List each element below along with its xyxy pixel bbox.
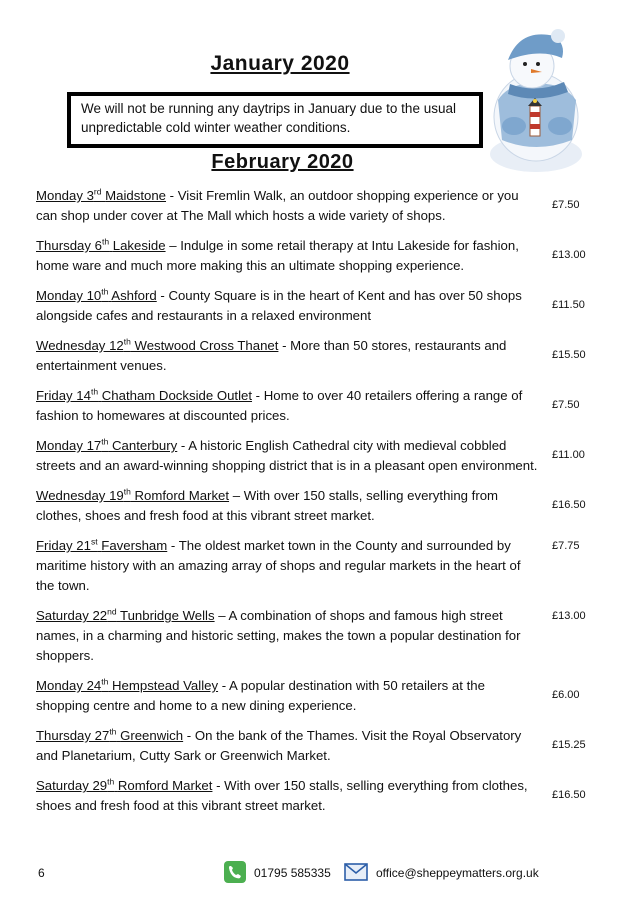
trip-price: £6.00	[552, 689, 580, 701]
trip-text	[36, 236, 538, 276]
trip-destination: Hempstead Valley	[112, 678, 219, 693]
trip-destination: Romford Market	[134, 488, 230, 503]
trip-day-ordinal: th	[107, 776, 115, 787]
trip-price: £7.50	[552, 199, 580, 211]
trip-day: Thursday 6	[36, 238, 102, 253]
trip-heading	[36, 338, 278, 353]
trip-description: - The oldest market town in the County and surrounded by maritime history with an amazing array of shops and regular markets in the heart of the town.	[36, 538, 521, 593]
phone-number: 01795 585335	[254, 866, 331, 880]
trip-price: £16.50	[552, 499, 586, 511]
trip-description: - A historic English Cathedral city with medieval cobbled streets and an award-winning shopping district that is in a pleasant open environment.	[36, 438, 538, 473]
trip-price: £15.50	[552, 349, 586, 361]
trip-day-ordinal: nd	[107, 606, 117, 617]
trip-price: £7.75	[552, 540, 580, 552]
trip-price: £11.00	[552, 449, 585, 461]
trip-description: – With over 150 stalls, selling everything from clothes, shoes and fresh food at this vibrant street market.	[36, 488, 499, 523]
trip-text	[36, 386, 538, 426]
trip-item	[36, 436, 596, 476]
trip-destination: Tunbridge Wells	[120, 608, 215, 623]
trip-item	[36, 286, 596, 326]
trip-description: - More than 50 stores, restaurants and entertainment venues.	[36, 338, 507, 373]
trip-item	[36, 186, 596, 226]
trip-price: £13.00	[552, 610, 586, 622]
trip-description: - On the bank of the Thames. Visit the Royal Observatory and Planetarium, Cutty Sark or Greenwich Market.	[36, 728, 522, 763]
trip-heading	[36, 438, 177, 453]
footer	[0, 860, 644, 888]
trip-price: £7.50	[552, 399, 580, 411]
trip-destination: Faversham	[101, 538, 168, 553]
trip-text	[36, 536, 538, 596]
trip-heading	[36, 538, 167, 553]
trip-price: £16.50	[552, 789, 586, 801]
trip-description: - Visit Fremlin Walk, an outdoor shopping experience or you can shop under cover at The Mall which hosts a wide variety of shops.	[36, 188, 519, 223]
trip-day-ordinal: th	[123, 336, 131, 347]
trip-destination: Chatham Dockside Outlet	[101, 388, 253, 403]
trip-list	[36, 186, 596, 826]
trip-heading	[36, 388, 252, 403]
trip-day: Friday 21	[36, 538, 91, 553]
trip-item	[36, 336, 596, 376]
trip-text	[36, 726, 538, 766]
trip-day-ordinal: th	[109, 726, 117, 737]
trip-day: Wednesday 12	[36, 338, 124, 353]
trip-item	[36, 236, 596, 276]
trip-day: Saturday 22	[36, 608, 108, 623]
trip-destination: Greenwich	[120, 728, 184, 743]
trip-description: - A popular destination with 50 retailers at the shopping centre and home to a new dining experience.	[36, 678, 485, 713]
trip-text	[36, 186, 538, 226]
trip-description: - With over 150 stalls, selling everything from clothes, shoes and fresh food at this vibrant street market.	[36, 778, 528, 813]
trip-day-ordinal: th	[101, 236, 110, 247]
trip-day-ordinal: th	[90, 386, 99, 397]
trip-destination: Ashford	[111, 288, 157, 303]
trip-price: £15.25	[552, 739, 586, 751]
trip-heading	[36, 728, 183, 743]
trip-destination: Canterbury	[112, 438, 178, 453]
trip-text	[36, 436, 538, 476]
trip-item	[36, 386, 596, 426]
page-number: 6	[38, 866, 45, 880]
trip-price: £11.50	[552, 299, 585, 311]
trip-item	[36, 676, 596, 716]
trip-text	[36, 486, 538, 526]
phone-icon	[224, 861, 246, 883]
trip-day: Saturday 29	[36, 778, 108, 793]
trip-description: – A combination of shops and famous high street names, in a charming and historic setting, makes the town a popular destination for shoppers.	[36, 608, 521, 663]
january-notice-box: We will not be running any daytrips in January due to the usual unpredictable cold winter weather conditions.	[67, 92, 483, 148]
trip-description: – Indulge in some retail therapy at Intu Lakeside for fashion, home ware and much more making this an ultimate shopping experience.	[36, 238, 519, 273]
trip-description: - Home to over 40 retailers offering a range of fashion to homewares at discounted prices.	[36, 388, 523, 423]
trip-text	[36, 336, 538, 376]
trip-heading	[36, 188, 166, 203]
trip-day: Wednesday 19	[36, 488, 124, 503]
trip-day-ordinal: th	[123, 486, 131, 497]
trip-day-ordinal: rd	[93, 186, 102, 197]
trip-day-ordinal: th	[101, 436, 109, 447]
trip-day: Monday 3	[36, 188, 94, 203]
trip-destination: Maidstone	[105, 188, 167, 203]
trip-heading	[36, 488, 229, 503]
trip-item	[36, 536, 596, 596]
trip-destination: Lakeside	[112, 238, 166, 253]
page-title-january: January 2020	[210, 52, 350, 75]
trip-text	[36, 606, 538, 666]
trip-day: Monday 17	[36, 438, 102, 453]
trip-text	[36, 286, 538, 326]
trip-heading	[36, 778, 212, 793]
trip-day: Monday 24	[36, 678, 102, 693]
trip-heading	[36, 238, 166, 253]
trip-item	[36, 726, 596, 766]
trip-text	[36, 776, 538, 816]
page-title-february: February 2020	[211, 151, 354, 173]
mail-icon	[344, 862, 368, 882]
trip-day: Monday 10	[36, 288, 102, 303]
trip-item	[36, 776, 596, 816]
trip-heading	[36, 608, 215, 623]
email-address: office@sheppeymatters.org.uk	[376, 866, 539, 880]
trip-destination: Romford Market	[117, 778, 213, 793]
trip-price: £13.00	[552, 249, 586, 261]
trip-heading	[36, 288, 157, 303]
trip-heading	[36, 678, 218, 693]
trip-description: - County Square is in the heart of Kent and has over 50 shops alongside cafes and restaurants in a relaxed environment	[36, 288, 522, 323]
trip-day: Thursday 27	[36, 728, 110, 743]
trip-day-ordinal: th	[101, 676, 109, 687]
trip-day-ordinal: st	[90, 536, 98, 547]
trip-item	[36, 486, 596, 526]
trip-destination: Westwood Cross Thanet	[134, 338, 279, 353]
trip-item	[36, 606, 596, 666]
trip-day-ordinal: th	[101, 286, 109, 297]
trip-day: Friday 14	[36, 388, 91, 403]
trip-text	[36, 676, 538, 716]
